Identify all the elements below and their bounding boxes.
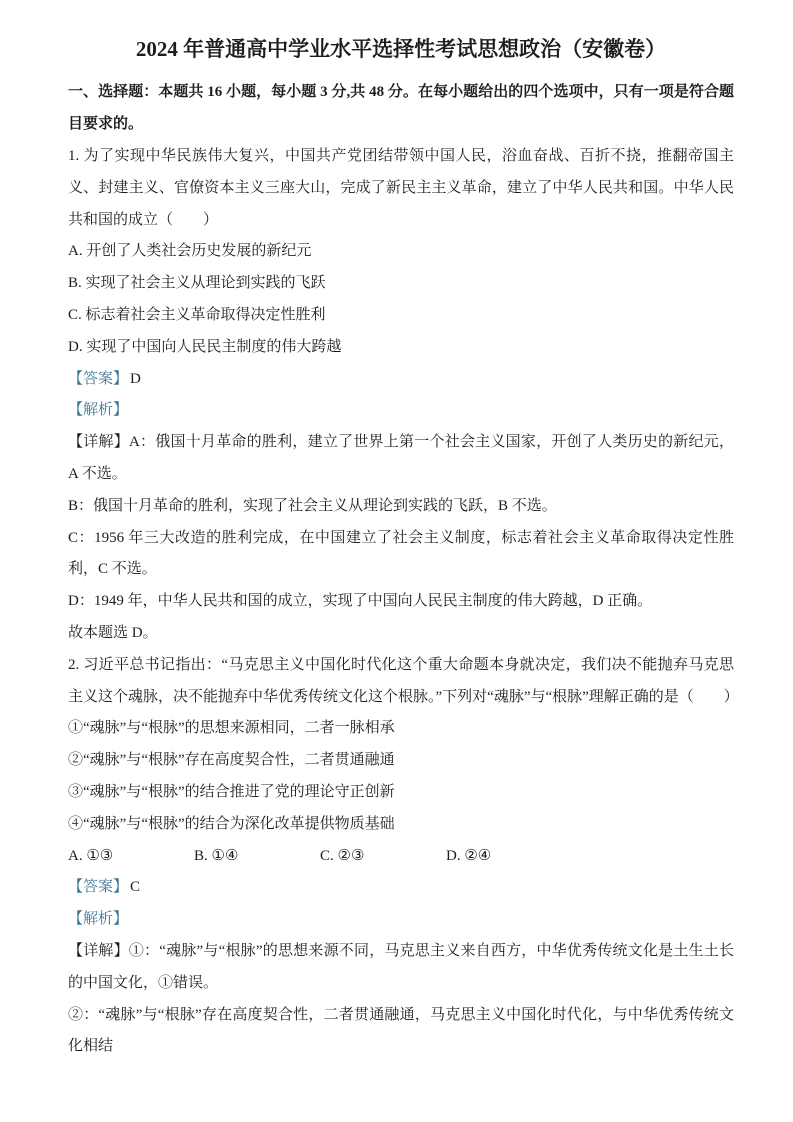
q2-answer-value: C [130,879,141,896]
q2-statement-4: ④“魂脉”与“根脉”的结合为深化改革提供物质基础 [68,815,395,832]
q2-choice-a: A. ①③ [68,847,114,864]
q2-choice-d: D. ②④ [446,847,492,864]
q1-option-b: B. 实现了社会主义从理论到实践的飞跃 [68,275,326,292]
q1-stem: 1. 为了实现中华民族伟大复兴，中国共产党团结带领中国人民，浴血奋战、百折不挠，推翻帝国主义、封建主义、官僚资本主义三座大山，完成了新民主主义革命，建立了中华人民共和国。中华人民共和国的成立（ ） [68,148,734,228]
q2-detail-2: ②：“魂脉”与“根脉”存在高度契合性，二者贯通融通，马克思主义中国化时代化，与中华优秀传统文化相结 [68,1006,734,1055]
q1-answer-line [68,364,734,396]
q2-stem: 2. 习近平总书记指出：“马克思主义中国化时代化这个重大命题本身就决定，我们决不能抛弃马克思主义这个魂脉，决不能抛弃中华优秀传统文化这个根脉。”下列对“魂脉”与“根脉”理解正确的是（ ） [68,656,739,705]
q1-answer-label: 【答案】 [68,370,129,387]
q1-detail-3: C：1956 年三大改造的胜利完成，在中国建立了社会主义制度，标志着社会主义革命取得决定性胜利，C 不选。 [68,529,734,578]
section-heading: 一、选择题：本题共 16 小题，每小题 3 分,共 48 分。在每小题给出的四个选项中，只有一项是符合题目要求的。 [68,84,734,133]
q2-statement-1: ①“魂脉”与“根脉”的思想来源相同，二者一脉相承 [68,720,395,737]
q2-choice-b: B. ①④ [194,847,239,864]
q1-option-a: A. 开创了人类社会历史发展的新纪元 [68,243,312,260]
q2-answer-line [68,872,734,904]
q2-choice-c: C. ②③ [320,847,365,864]
q1-analysis-label: 【解析】 [68,402,129,419]
q2-choice-row [68,841,734,873]
q1-detail-2: B：俄国十月革命的胜利，实现了社会主义从理论到实践的飞跃，B 不选。 [68,497,557,514]
question-2 [68,650,739,1063]
q2-analysis-label: 【解析】 [68,911,129,928]
q2-statement-3: ③“魂脉”与“根脉”的结合推进了党的理论守正创新 [68,783,395,800]
q2-answer-label: 【答案】 [68,879,129,896]
q1-answer-value: D [130,370,141,387]
q2-statement-2: ②“魂脉”与“根脉”存在高度契合性，二者贯通融通 [68,752,395,769]
q1-detail-conclusion: 故本题选 D。 [68,624,158,641]
doc-title: 2024 年普通高中学业水平选择性考试思想政治（安徽卷） [135,37,667,61]
q1-detail-4: D：1949 年，中华人民共和国的成立，实现了中国向人民民主制度的伟大跨越，D 正确。 [68,593,653,610]
q1-detail-1: 【详解】A：俄国十月革命的胜利，建立了世界上第一个社会主义国家，开创了人类历史的新纪元，A 不选。 [68,434,734,482]
q2-detail-1: 【详解】①：“魂脉”与“根脉”的思想来源不同，马克思主义来自西方，中华优秀传统文化是土生土长的中国文化，①错误。 [68,942,734,991]
q1-option-d: D. 实现了中国向人民民主制度的伟大跨越 [68,338,342,355]
question-1 [68,141,734,650]
q1-option-c: C. 标志着社会主义革命取得决定性胜利 [68,307,326,324]
